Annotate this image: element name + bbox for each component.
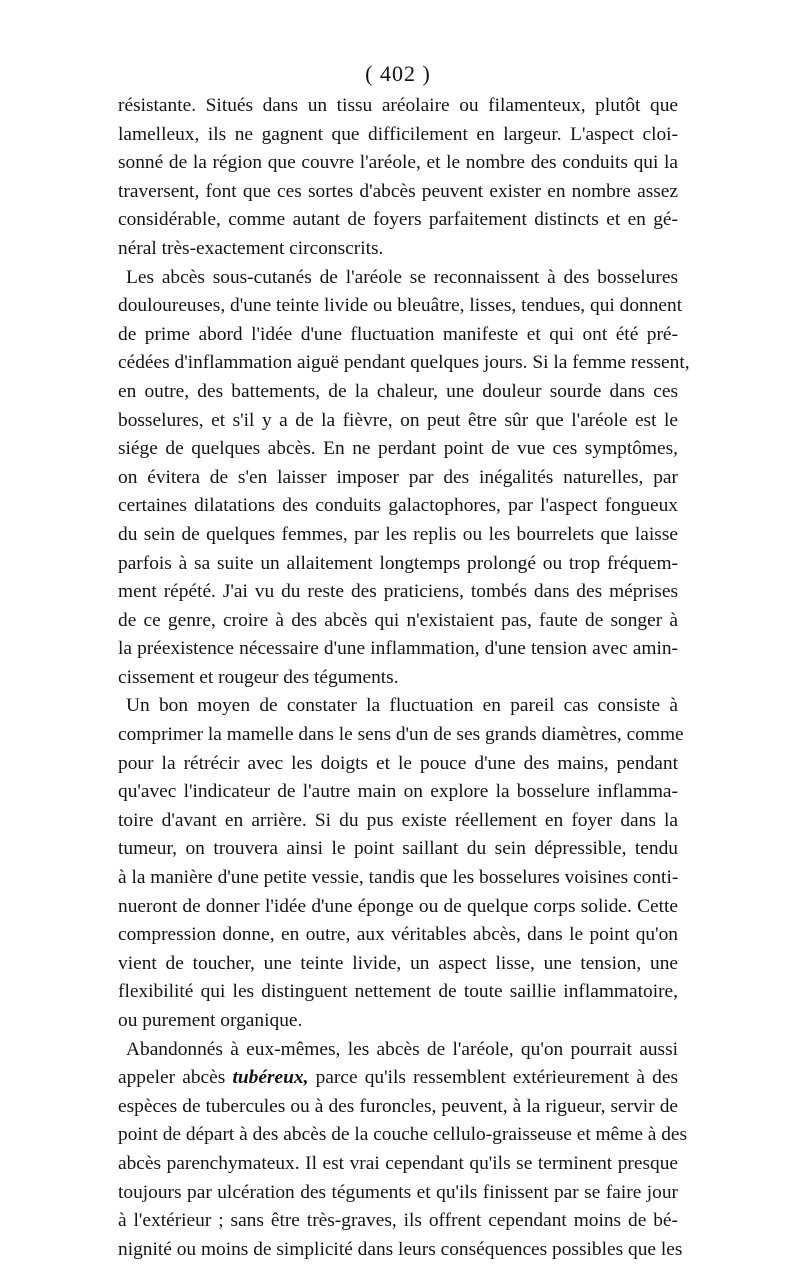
text-line: à l'extérieur ; sans être très-graves, ils offrent cependant moins de bé- [118, 1210, 678, 1232]
text-line: en outre, des battements, de la chaleur, une douleur sourde dans ces [118, 380, 678, 402]
italic-term: tubéreux, [232, 1067, 309, 1089]
paragraph [118, 692, 684, 1035]
text-line: qu'avec l'indicateur de l'autre main on explore la bosselure inflamma- [118, 781, 678, 803]
text-line: cissement et rougeur des téguments. [118, 666, 399, 688]
text-line: du sein de quelques femmes, par les replis ou les bourrelets que laisse [118, 523, 678, 545]
text-line: point de départ à des abcès de la couche cellulo-graisseuse et même à des [118, 1124, 688, 1146]
text-line: cédées d'inflammation aiguë pendant quelques jours. Si la femme ressent, [118, 352, 690, 374]
text-line: considérable, comme autant de foyers parfaitement distincts et en gé- [118, 209, 678, 231]
text-line: lamelleux, ils ne gagnent que difficilement en largeur. L'aspect cloi- [118, 123, 678, 145]
text-line: Un bon moyen de constater la fluctuation en pareil cas consiste à [126, 695, 678, 717]
text-line: bosselures, et s'il y a de la fièvre, on peut être sûr que l'aréole est le [118, 409, 678, 431]
text-line: espèces de tubercules ou à des furoncles, peuvent, à la rigueur, servir de [118, 1095, 678, 1117]
text-line: de prime abord l'idée d'une fluctuation manifeste et qui ont été pré- [118, 323, 678, 345]
text-line: pour la rétrécir avec les doigts et le pouce d'une des mains, pendant [118, 752, 678, 774]
text-line: toujours par ulcération des téguments et qu'ils finissent par se faire jour [118, 1181, 678, 1203]
text-line: toire d'avant en arrière. Si du pus existe réellement en foyer dans la [118, 809, 678, 831]
text-line: traversent, font que ces sortes d'abcès peuvent exister en nombre assez [118, 180, 678, 202]
text-line: comprimer la mamelle dans le sens d'un de ses grands diamètres, comme [118, 724, 684, 746]
paragraph [118, 1036, 688, 1264]
text-line: à la manière d'une petite vessie, tandis que les bosselures voisines conti- [118, 867, 679, 889]
text-line: sonné de la région que couvre l'aréole, et le nombre des conduits qui la [118, 152, 678, 174]
text-line: de ce genre, croire à des abcès qui n'existaient pas, faute de songer à [118, 609, 678, 631]
text-line: tumeur, on trouvera ainsi le point saillant du sein dépressible, tendu [118, 838, 678, 860]
text-line: parfois à sa suite un allaitement longtemps prolongé ou trop fréquem- [118, 552, 678, 574]
text-line: résistante. Situés dans un tissu aréolaire ou filamenteux, plutôt que [118, 95, 678, 116]
text-line: la préexistence nécessaire d'une inflammation, d'une tension avec amin- [118, 638, 678, 660]
paragraph [118, 92, 678, 264]
text-line: siége de quelques abcès. En ne perdant point de vue ces symptômes, [118, 438, 678, 460]
text-line: douloureuses, d'une teinte livide ou bleuâtre, lisses, tendues, qui donnent [118, 295, 683, 317]
text-line: abcès parenchymateux. Il est vrai cependant qu'ils se terminent presque [118, 1152, 678, 1174]
text-line: on évitera de s'en laisser imposer par des inégalités naturelles, par [118, 466, 678, 488]
text-line: néral très-exactement circonscrits. [118, 237, 384, 259]
text-line: Abandonnés à eux-mêmes, les abcès de l'aréole, qu'on pourrait aussi [126, 1038, 678, 1060]
text-line: certaines dilatations des conduits galactophores, par l'aspect fongueux [118, 495, 678, 517]
paragraph [118, 264, 690, 693]
page-number: ( 402 ) [365, 61, 431, 86]
document-page [118, 60, 690, 1264]
text-line: compression donne, en outre, aux véritables abcès, dans le point qu'on [118, 924, 678, 946]
text-line: ou purement organique. [118, 1010, 303, 1031]
text-line: Les abcès sous-cutanés de l'aréole se reconnaissent à des bosselures [126, 266, 678, 288]
text-line: vient de toucher, une teinte livide, un aspect lisse, une tension, une [118, 952, 678, 974]
text-line: flexibilité qui les distinguent nettement de toute saillie inflammatoire, [118, 981, 678, 1003]
text-line: nignité ou moins de simplicité dans leurs conséquences possibles que les [118, 1238, 683, 1260]
text-line: nueront de donner l'idée d'une éponge ou de quelque corps solide. Cette [118, 895, 678, 917]
text-line: appeler abcès tubéreux, parce qu'ils ressemblent extérieurement à des [118, 1067, 678, 1089]
body-text [118, 92, 690, 1264]
text-line: ment répété. J'ai vu du reste des praticiens, tombés dans des méprises [118, 581, 678, 603]
